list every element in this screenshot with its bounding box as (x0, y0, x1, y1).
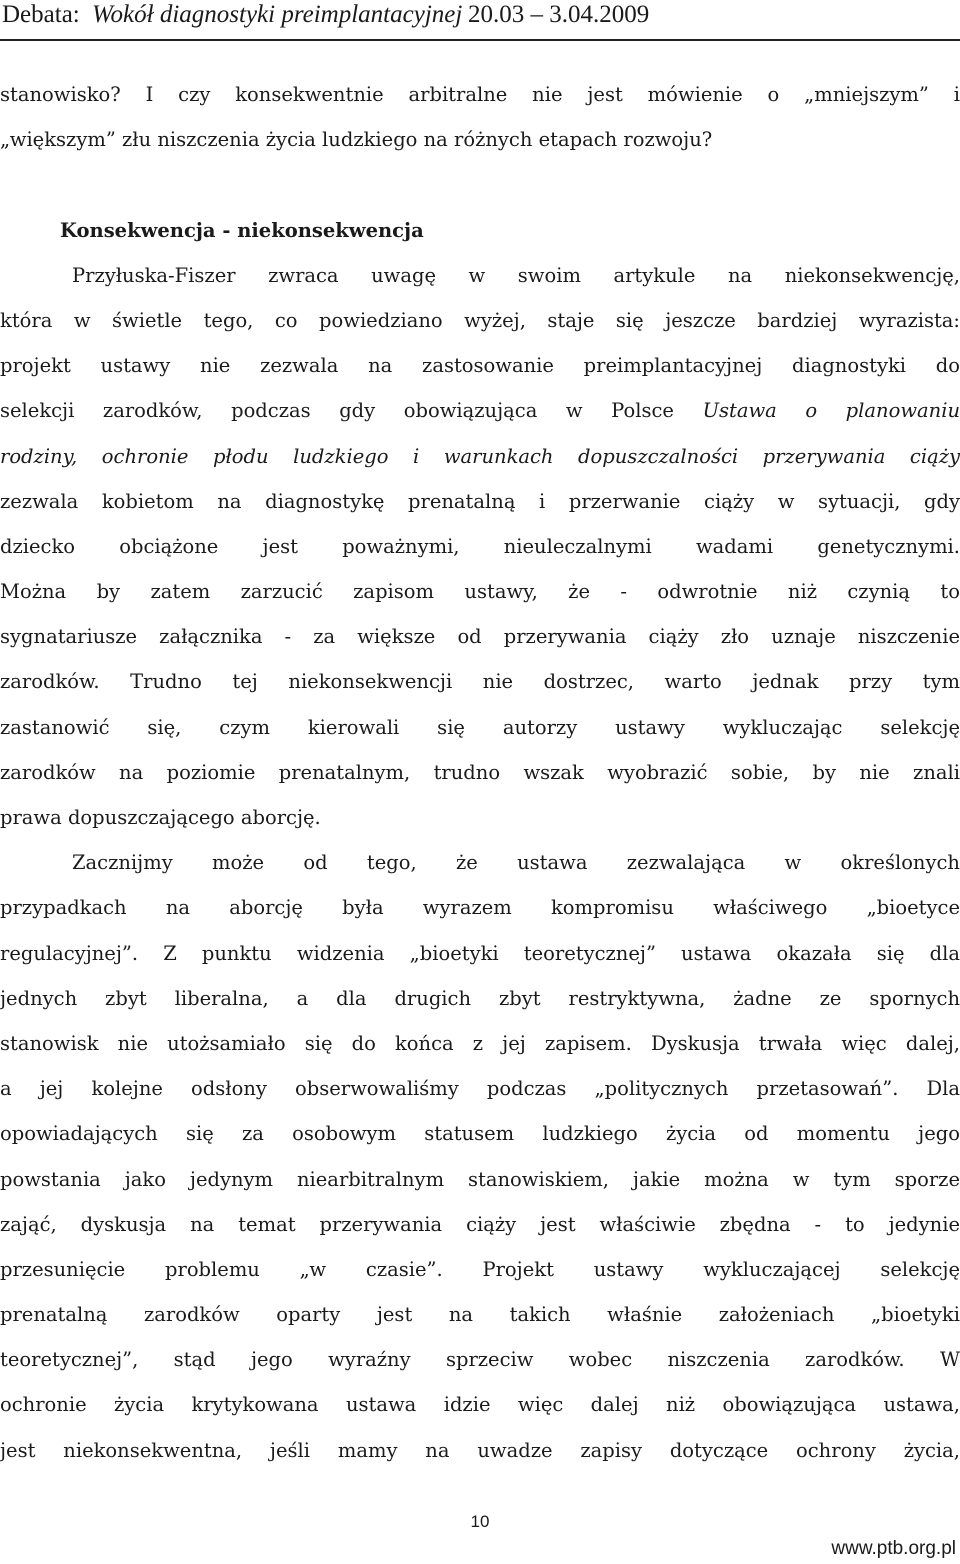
text-line: ochronie życia krytykowana ustawa idzie więc dalej niż obowiązująca ustawa, (0, 1393, 960, 1417)
law-title-italic-line: rodziny, ochronie płodu ludzkiego i warunkach dopuszczalności przerywania ciąży (0, 444, 960, 468)
text-line: powstania jako jedynym niearbitralnym stanowiskiem, jakie można w tym sporze (0, 1167, 960, 1191)
text-line: sygnatariusze załącznika - za większe od przerywania ciąży zło uznaje niszczenie (0, 625, 960, 649)
header-title-prefix: Debata: (2, 1, 80, 28)
law-title-italic: Ustawa o planowaniu (702, 399, 960, 423)
text-line: zastanowić się, czym kierowali się autorzy ustawy wykluczając selekcję (0, 715, 960, 739)
page-header (0, 0, 960, 40)
header-dates: 20.03 – 3.04.2009 (468, 1, 650, 28)
text-line: projekt ustawy nie zezwala na zastosowanie preimplantacyjnej diagnostyki do (0, 354, 960, 378)
text-line: Przyłuska-Fiszer zwraca uwagę w swoim artykule na niekonsekwencję, (72, 263, 960, 287)
text-line: regulacyjnej”. Z punktu widzenia „bioetyki teoretycznej” ustawa okazała się dla (0, 941, 960, 965)
text-line: zarodków. Trudno tej niekonsekwencji nie dostrzec, warto jednak przy tym (0, 670, 960, 694)
footer-url: www.ptb.org.pl (831, 1538, 956, 1559)
text-line (0, 388, 960, 433)
text-line: jednych zbyt liberalna, a dla drugich zbyt restryktywna, żadne ze spornych (0, 986, 960, 1010)
text-line: Zacznijmy może od tego, że ustawa zezwalająca w określonych (72, 851, 960, 875)
text-line: która w świetle tego, co powiedziano wyżej, staje się jeszcze bardziej wyrazista: (0, 308, 960, 332)
header-rule (0, 39, 960, 41)
paragraph-gap (0, 162, 960, 207)
text-line: zarodków na poziomie prenatalnym, trudno wszak wyobrazić sobie, by nie znali (0, 760, 960, 784)
text-line: stanowisk nie utożsamiało się do końca z jej zapisem. Dyskusja trwała więc dalej, (0, 1031, 960, 1055)
text-segment: selekcji zarodków, podczas gdy obowiązująca w Polsce (0, 399, 674, 423)
text-line: „większym” złu niszczenia życia ludzkiego na różnych etapach rozwoju? (0, 128, 713, 152)
text-line: prawa dopuszczającego aborcję. (0, 806, 321, 829)
text-line: prenatalną zarodków oparty jest na takich właśnie założeniach „bioetyki (0, 1303, 960, 1327)
header-title: Wokół diagnostyki preimplantacyjnej (92, 1, 463, 28)
text-line: a jej kolejne odsłony obserwowaliśmy podczas „politycznych przetasowań”. Dla (0, 1077, 960, 1101)
page-number: 10 (470, 1512, 490, 1531)
text-line: zezwala kobietom na diagnostykę prenatalną i przerwanie ciąży w sytuacji, gdy (0, 489, 960, 513)
document-body (0, 72, 960, 1473)
text-line: stanowisko? I czy konsekwentnie arbitralne nie jest mówienie o „mniejszym” i (0, 83, 960, 106)
text-line: przypadkach na aborcję była wyrazem kompromisu właściwego „bioetyce (0, 896, 960, 920)
section-heading: Konsekwencja - niekonsekwencja (60, 218, 424, 242)
text-line: Można by zatem zarzucić zapisom ustawy, że - odwrotnie niż czynią to (0, 580, 960, 604)
text-line: przesunięcie problemu „w czasie”. Projekt ustawy wykluczającej selekcję (0, 1257, 960, 1281)
text-line: teoretycznej”, stąd jego wyraźny sprzeciw wobec niszczenia zarodków. W (0, 1348, 960, 1372)
text-line: dziecko obciążone jest poważnymi, nieuleczalnymi wadami genetycznymi. (0, 534, 960, 558)
text-line: opowiadających się za osobowym statusem ludzkiego życia od momentu jego (0, 1122, 960, 1146)
text-line: jest niekonsekwentna, jeśli mamy na uwadze zapisy dotyczące ochrony życia, (0, 1438, 960, 1462)
text-line: zająć, dyskusja na temat przerywania ciąży jest właściwie zbędna - to jedynie (0, 1212, 960, 1236)
